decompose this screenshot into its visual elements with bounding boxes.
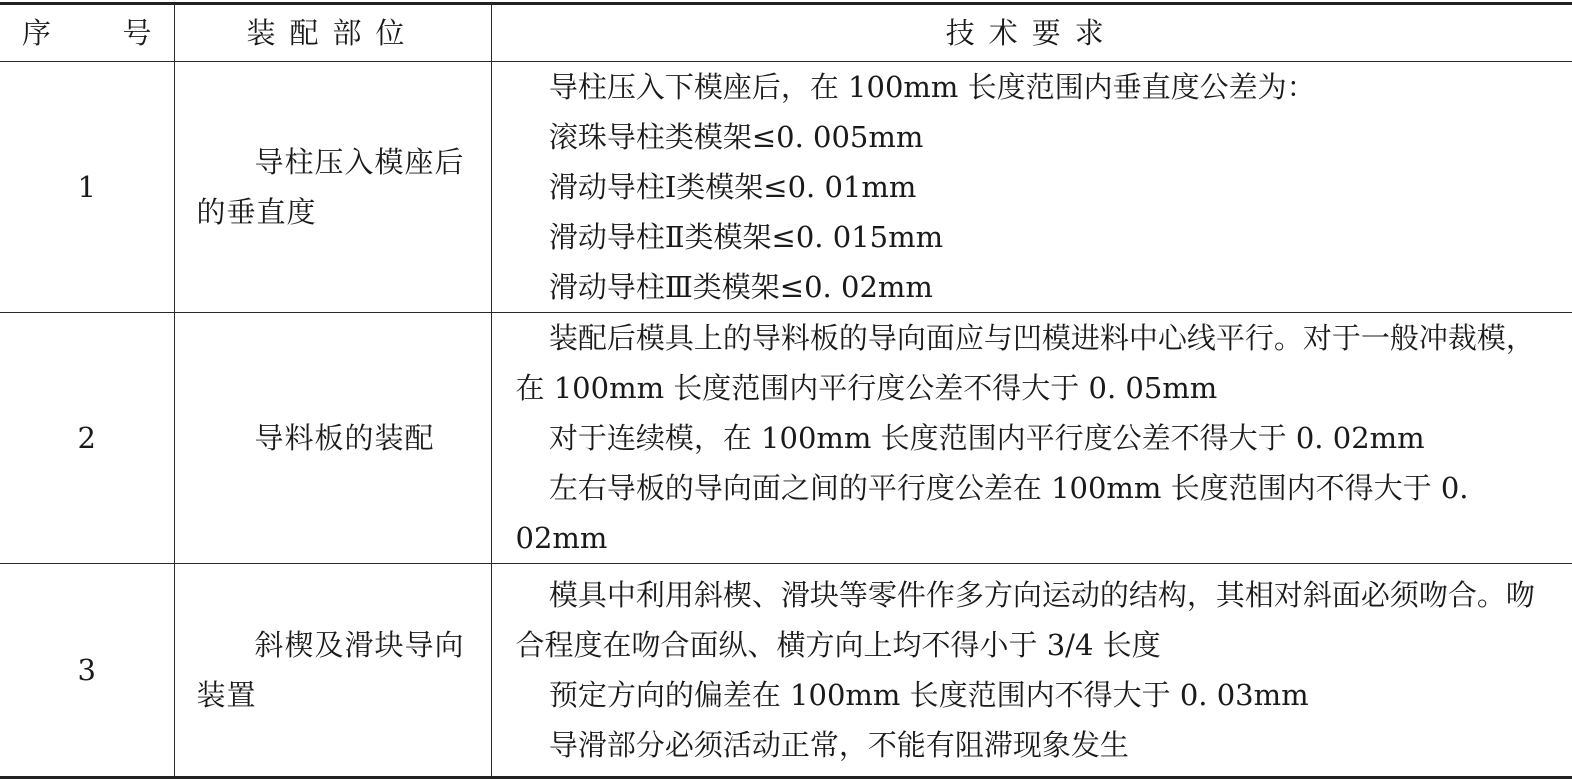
- requirement-line: 导滑部分必须活动正常，不能有阻滞现象发生: [548, 728, 1129, 762]
- assembly-part-cell: [174, 564, 491, 778]
- requirement-line: 预定方向的偏差在 100mm 长度范围内不得大于 0. 03mm: [548, 678, 1309, 712]
- requirement-line: 对于连续模，在 100mm 长度范围内平行度公差不得大于 0. 02mm: [548, 421, 1425, 455]
- header-assembly-part: 装配部位: [174, 4, 491, 62]
- requirement-cell: [491, 62, 1572, 313]
- header-serial-number: [0, 4, 174, 62]
- row-number: 2: [0, 313, 174, 564]
- requirement-line: 装配后模具上的导料板的导向面应与凹模进料中心线平行。对于一般冲裁模，在 100mm 长度范围内平行度公差不得大于 0. 05mm: [515, 321, 1535, 405]
- row-number: 1: [0, 62, 174, 313]
- requirement-line: 滑动导柱Ⅲ类模架≤0. 02mm: [548, 270, 933, 304]
- assembly-part-text: 斜楔及滑块导向装置: [196, 628, 465, 712]
- header-serial-left: 序: [22, 16, 52, 50]
- requirement-cell: [491, 564, 1572, 778]
- requirement-line: 滚珠导柱类模架≤0. 005mm: [548, 120, 924, 154]
- assembly-part-text: 导料板的装配: [254, 421, 435, 455]
- table-row: [0, 313, 1572, 564]
- requirement-cell: [491, 313, 1572, 564]
- table-header-row: [0, 4, 1572, 62]
- assembly-requirements-table: [0, 2, 1572, 779]
- header-serial-right: 号: [122, 16, 152, 50]
- row-number: 3: [0, 564, 174, 778]
- requirement-line: 滑动导柱Ⅰ类模架≤0. 01mm: [548, 170, 917, 204]
- assembly-part-cell: [174, 62, 491, 313]
- table-row: [0, 62, 1572, 313]
- requirement-line: 模具中利用斜楔、滑块等零件作多方向运动的结构，其相对斜面必须吻合。吻合程度在吻合面纵、横方向上均不得小于 3/4 长度: [515, 578, 1535, 662]
- requirement-line: 左右导板的导向面之间的平行度公差在 100mm 长度范围内不得大于 0. 02mm: [515, 471, 1469, 555]
- assembly-part-cell: [174, 313, 491, 564]
- assembly-part-text: 导柱压入模座后的垂直度: [196, 145, 465, 229]
- table-row: [0, 564, 1572, 778]
- requirement-line: 导柱压入下模座后，在 100mm 长度范围内垂直度公差为：: [548, 70, 1316, 104]
- requirement-line: 滑动导柱Ⅱ类模架≤0. 015mm: [548, 220, 944, 254]
- header-technical-requirement: 技术要求: [491, 4, 1572, 62]
